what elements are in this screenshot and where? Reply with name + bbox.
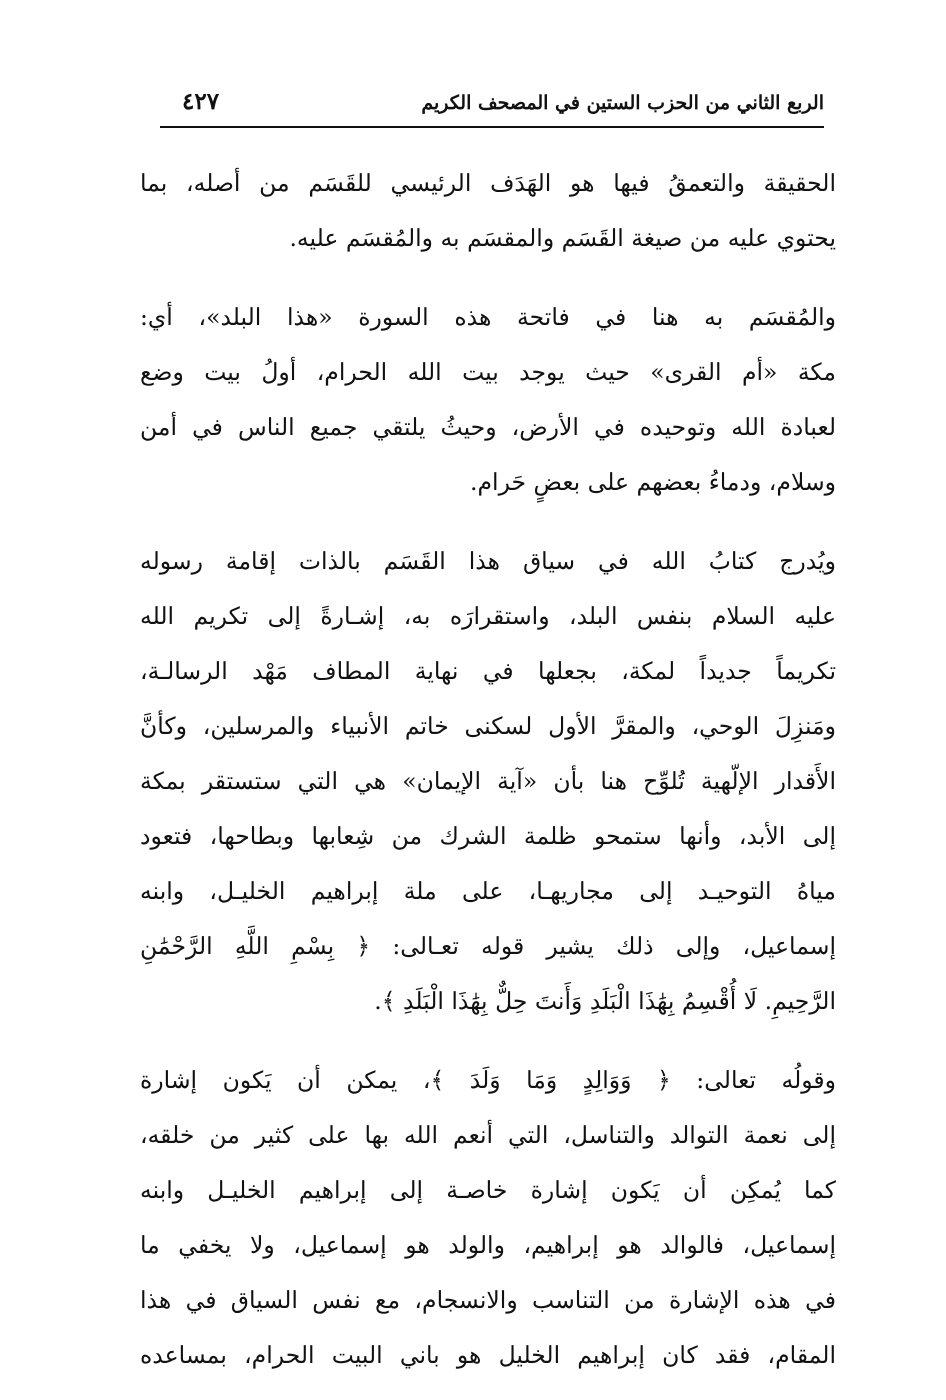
text-line: إسماعيل، فالوالد هو إبراهيم، والولد هو إسماعيل، ولا يخفي ما xyxy=(140,1231,836,1259)
text-line: ومَنزِلَ الوحي، والمقرَّ الأول لسكنى خاتم الأنبياء والمرسلين، وكأنَّ xyxy=(140,712,836,740)
running-header xyxy=(160,78,824,126)
text-line: تكريماً جديداً لمكة، بجعلها في نهاية المطاف مَهْد الرسالـة، xyxy=(140,657,836,685)
text-line: يحتوي عليه من صيغة القَسَم والمقسَم به والمُقسَم عليه. xyxy=(289,224,836,252)
text-line: المقام، فقد كان إبراهيم الخليل هو باني البيت الحرام، بمساعده xyxy=(140,1341,836,1369)
text-line: إسماعيل، وإلى ذلك يشير قوله تعـالى: ﴿ بِسْمِ اللَّهِ الرَّحْمَٰنِ xyxy=(140,932,836,960)
paragraph-1 xyxy=(140,156,836,266)
header-rule xyxy=(160,126,824,128)
text-line: كما يُمكِن أن يَكون إشارة خاصـة إلى إبراهيم الخليـل وابنه xyxy=(140,1176,836,1204)
text-line: والمُقسَم به هنا في فاتحة هذه السورة «هذا البلد»، أي: xyxy=(140,303,836,331)
paragraph-3 xyxy=(140,534,836,1029)
text-line: الحقيقة والتعمقُ فيها هو الهَدَف الرئيسي للقَسَم من أصله، بما xyxy=(140,169,836,197)
page-number: ٤٢٧ xyxy=(182,88,220,115)
text-line: ويُدرج كتابُ الله في سياق هذا القَسَم بالذات إقامة رسوله xyxy=(140,547,836,575)
text-line: مكة «أم القرى» حيث يوجد بيت الله الحرام، أولُ بيت وضع xyxy=(140,358,836,386)
text-line: لعبادة الله وتوحيده في الأرض، وحيثُ يلتقي جميع الناس في أمن xyxy=(140,413,836,441)
paragraph-4 xyxy=(140,1053,836,1383)
text-line: إلى الأبد، وأنها ستمحو ظلمة الشرك من شِعابها وبطاحها، فتعود xyxy=(140,822,836,850)
paragraph-2 xyxy=(140,290,836,510)
text-line: وقولُه تعالى: ﴿ وَوَالِدٍ وَمَا وَلَدَ ﴾، يمكن أن يَكون إشارة xyxy=(140,1066,836,1094)
header-title: الربع الثاني من الحزب الستين في المصحف الكريم xyxy=(421,92,824,114)
text-line: في هذه الإشارة من التناسب والانسجام، مع نفس السياق في هذا xyxy=(140,1286,836,1314)
text-line: الأَقدار الإلّهية تُلوِّح هنا بأن «آية الإيمان» هي التي ستستقر بمكة xyxy=(140,767,836,795)
text-line: إلى نعمة التوالد والتناسل، التي أنعم الله بها على كثير من خلقه، xyxy=(140,1121,836,1149)
text-line: مياهُ التوحيـد إلى مجاريهـا، على ملة إبراهيم الخليـل، وابنه xyxy=(140,877,836,905)
text-line: وسلام، ودماءُ بعضهم على بعضٍ حَرام. xyxy=(470,468,836,496)
text-line: عليه السلام بنفس البلد، واستقرارَه به، إشـارةً إلى تكريم الله xyxy=(140,602,836,630)
body-text xyxy=(140,156,836,1383)
text-line: الرَّحِيمِ. لَا أُقْسِمُ بِهَٰذَا الْبَلَدِ وَأَنتَ حِلٌّ بِهَٰذَا الْبَلَدِ ﴾. xyxy=(374,987,836,1015)
